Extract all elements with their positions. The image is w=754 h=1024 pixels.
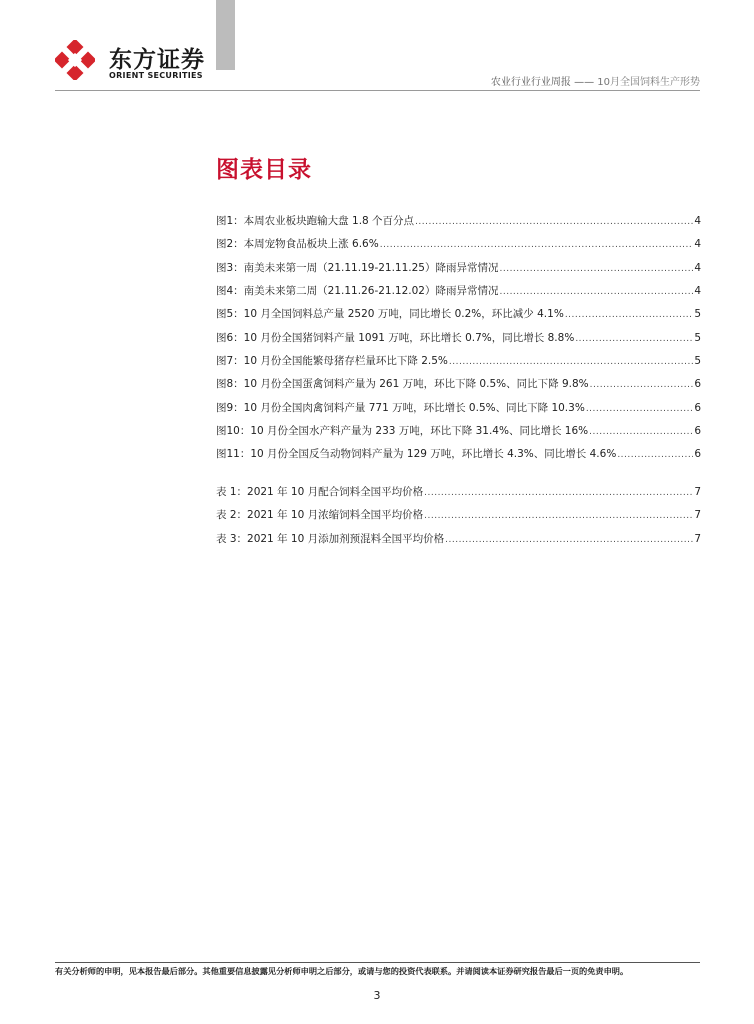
figure-list — [216, 210, 701, 467]
toc-entry-page: 4 — [694, 285, 701, 298]
toc-entry-label: 图7：10 月份全国能繁母猪存栏量环比下降 2.5% — [216, 355, 448, 368]
header-divider — [55, 90, 700, 91]
toc-entry-figure-6[interactable] — [216, 327, 701, 350]
toc-entry-figure-3[interactable] — [216, 257, 701, 280]
toc-entry-figure-11[interactable] — [216, 443, 701, 466]
toc-entry-figure-7[interactable] — [216, 350, 701, 373]
toc-entry-figure-10[interactable] — [216, 420, 701, 443]
company-logo — [55, 38, 215, 86]
toc-entry-label: 图4：南美未来第二周（21.11.26-21.12.02）降雨异常情况 — [216, 285, 499, 298]
toc-entry-page: 7 — [694, 509, 701, 522]
toc-entry-table-2[interactable] — [216, 504, 701, 527]
company-name-cn: 东方证券 — [109, 47, 205, 73]
leader-dots — [586, 398, 694, 421]
toc-entry-table-3[interactable] — [216, 528, 701, 551]
toc-entry-table-1[interactable] — [216, 481, 701, 504]
leader-dots — [565, 304, 694, 327]
toc-entry-figure-1[interactable] — [216, 210, 701, 233]
header-separator: —— — [574, 77, 595, 88]
toc-entry-label: 表 2：2021 年 10 月浓缩饲料全国平均价格 — [216, 509, 424, 522]
toc-entry-figure-5[interactable] — [216, 303, 701, 326]
toc-entry-label: 图9：10 月份全国肉禽饲料产量 771 万吨，环比增长 0.5%、同比下降 10.3% — [216, 401, 585, 414]
toc-entry-page: 4 — [694, 238, 701, 251]
toc-entry-page: 6 — [694, 425, 701, 438]
footer-divider — [55, 962, 700, 963]
toc-entry-page: 7 — [694, 486, 701, 498]
toc-entry-figure-2[interactable] — [216, 233, 701, 256]
report-type: 农业行业行业周报 — [490, 77, 571, 88]
toc-entry-page: 6 — [694, 378, 701, 391]
leader-dots — [499, 258, 693, 281]
toc-entry-label: 表 3：2021 年 10 月添加剂预混料全国平均价格 — [216, 532, 445, 545]
toc-entry-page: 5 — [694, 308, 701, 321]
leader-dots — [445, 529, 693, 552]
toc-title: 图表目录 — [216, 157, 312, 183]
page-number: 3 — [373, 989, 381, 1002]
toc-entry-label: 图10：10 月份全国水产料产量为 233 万吨，环比下降 31.4%、同比增长 16% — [216, 425, 589, 438]
table-list — [216, 481, 701, 551]
toc-entry-page: 5 — [694, 355, 701, 368]
toc-entry-label: 表 1：2021 年 10 月配合饲料全国平均价格 — [216, 486, 424, 498]
toc-entry-page: 6 — [694, 448, 701, 461]
leader-dots — [449, 351, 693, 374]
toc-entry-page: 6 — [694, 401, 701, 414]
leader-dots — [589, 421, 693, 444]
toc-entry-figure-4[interactable] — [216, 280, 701, 303]
leader-dots — [590, 374, 694, 397]
toc-entry-label: 图5：10 月全国饲料总产量 2520 万吨，同比增长 0.2%，环比减少 4.1% — [216, 308, 564, 321]
toc-entry-label: 图3：南美未来第一周（21.11.19-21.11.25）降雨异常情况 — [216, 261, 499, 274]
footer-disclaimer: 有关分析师的申明，见本报告最后部分。其他重要信息披露见分析师申明之后部分，或请与您的投资代表联系。并请阅读本证券研究报告最后一页的免责申明。 — [55, 966, 629, 976]
orient-securities-logo-icon — [55, 40, 95, 80]
leader-dots — [617, 444, 693, 467]
toc-entry-label: 图8：10 月份全国蛋禽饲料产量为 261 万吨，环比下降 0.5%、同比下降 9.8% — [216, 378, 589, 391]
toc-entry-page: 4 — [694, 261, 701, 274]
leader-dots — [380, 234, 694, 257]
report-header — [491, 73, 700, 88]
leader-dots — [499, 281, 693, 304]
toc-entry-page: 7 — [694, 532, 701, 545]
toc-entry-label: 图2：本周宠物食品板块上涨 6.6% — [216, 238, 379, 251]
leader-dots — [424, 505, 693, 528]
leader-dots — [424, 482, 693, 505]
toc-entry-page: 5 — [694, 331, 701, 344]
leader-dots — [415, 211, 693, 234]
toc-entry-page: 4 — [694, 215, 701, 227]
leader-dots — [575, 328, 693, 351]
toc-entry-figure-9[interactable] — [216, 397, 701, 420]
toc-entry-figure-8[interactable] — [216, 373, 701, 396]
toc-entry-label: 图6：10 月份全国猪饲料产量 1091 万吨，环比增长 0.7%，同比增长 8.8% — [216, 331, 575, 344]
toc-entry-label: 图1：本周农业板块跑输大盘 1.8 个百分点 — [216, 215, 415, 227]
company-name-en: ORIENT SECURITIES — [109, 71, 203, 80]
toc-entry-label: 图11：10 月份全国反刍动物饲料产量为 129 万吨，环比增长 4.3%、同比增长 4.6% — [216, 448, 617, 461]
header-accent-bar — [216, 0, 235, 70]
report-subtitle: 10月全国饲料生产形势 — [597, 77, 700, 88]
